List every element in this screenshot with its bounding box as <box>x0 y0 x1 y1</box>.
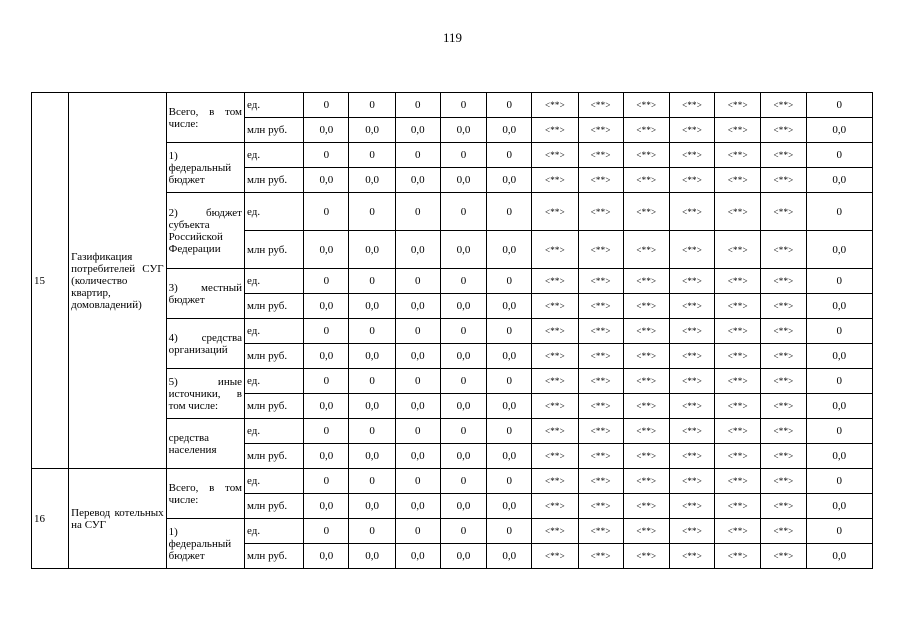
confidential-value-cell: <**> <box>761 444 806 469</box>
value-cell: 0,0 <box>806 344 872 369</box>
funding-source-label: 4) средства организаций <box>166 319 244 369</box>
confidential-value-cell: <**> <box>669 294 714 319</box>
value-cell: 0,0 <box>440 118 486 143</box>
value-cell: 0,0 <box>440 394 486 419</box>
measure-name: Газификация потребителей СУГ (количество квартир, домовладений) <box>69 93 166 469</box>
confidential-value-cell: <**> <box>578 193 623 231</box>
value-cell: 0 <box>487 143 532 168</box>
value-cell: 0 <box>349 93 395 118</box>
value-cell: 0,0 <box>395 294 440 319</box>
confidential-value-cell: <**> <box>532 369 578 394</box>
funding-source-label: 3) местный бюджет <box>166 269 244 319</box>
confidential-value-cell: <**> <box>715 519 761 544</box>
confidential-value-cell: <**> <box>578 519 623 544</box>
confidential-value-cell: <**> <box>669 394 714 419</box>
funding-source-label: 5) иные источники, в том числе: <box>166 369 244 419</box>
confidential-value-cell: <**> <box>669 231 714 269</box>
confidential-value-cell: <**> <box>578 269 623 294</box>
value-cell: 0,0 <box>487 118 532 143</box>
confidential-value-cell: <**> <box>761 294 806 319</box>
value-cell: 0 <box>395 143 440 168</box>
confidential-value-cell: <**> <box>623 319 669 344</box>
confidential-value-cell: <**> <box>715 544 761 569</box>
confidential-value-cell: <**> <box>669 419 714 444</box>
value-cell: 0 <box>349 419 395 444</box>
value-cell: 0,0 <box>487 494 532 519</box>
confidential-value-cell: <**> <box>578 143 623 168</box>
confidential-value-cell: <**> <box>715 394 761 419</box>
unit-cell: млн руб. <box>244 494 303 519</box>
unit-cell: млн руб. <box>244 168 303 193</box>
value-cell: 0,0 <box>395 444 440 469</box>
value-cell: 0,0 <box>806 494 872 519</box>
table-row <box>32 93 873 118</box>
confidential-value-cell: <**> <box>715 344 761 369</box>
value-cell: 0 <box>440 143 486 168</box>
value-cell: 0,0 <box>806 394 872 419</box>
unit-cell: млн руб. <box>244 294 303 319</box>
value-cell: 0 <box>395 419 440 444</box>
value-cell: 0 <box>487 469 532 494</box>
confidential-value-cell: <**> <box>623 494 669 519</box>
unit-cell: млн руб. <box>244 544 303 569</box>
confidential-value-cell: <**> <box>623 294 669 319</box>
confidential-value-cell: <**> <box>715 93 761 118</box>
value-cell: 0,0 <box>806 231 872 269</box>
value-cell: 0 <box>806 469 872 494</box>
confidential-value-cell: <**> <box>578 344 623 369</box>
measure-name: Перевод котельных на СУГ <box>69 469 166 569</box>
confidential-value-cell: <**> <box>669 118 714 143</box>
confidential-value-cell: <**> <box>669 269 714 294</box>
confidential-value-cell: <**> <box>761 269 806 294</box>
value-cell: 0,0 <box>440 231 486 269</box>
unit-cell: ед. <box>244 143 303 168</box>
confidential-value-cell: <**> <box>623 369 669 394</box>
confidential-value-cell: <**> <box>578 544 623 569</box>
value-cell: 0,0 <box>304 168 349 193</box>
value-cell: 0 <box>806 319 872 344</box>
unit-cell: млн руб. <box>244 394 303 419</box>
confidential-value-cell: <**> <box>761 344 806 369</box>
unit-cell: ед. <box>244 269 303 294</box>
confidential-value-cell: <**> <box>532 143 578 168</box>
value-cell: 0 <box>304 519 349 544</box>
value-cell: 0,0 <box>349 544 395 569</box>
value-cell: 0 <box>806 193 872 231</box>
confidential-value-cell: <**> <box>532 93 578 118</box>
confidential-value-cell: <**> <box>715 444 761 469</box>
value-cell: 0 <box>349 269 395 294</box>
confidential-value-cell: <**> <box>715 419 761 444</box>
value-cell: 0,0 <box>304 494 349 519</box>
value-cell: 0 <box>440 319 486 344</box>
confidential-value-cell: <**> <box>623 444 669 469</box>
value-cell: 0 <box>487 319 532 344</box>
value-cell: 0,0 <box>349 394 395 419</box>
value-cell: 0,0 <box>304 394 349 419</box>
funding-source-label: 1) федеральный бюджет <box>166 143 244 193</box>
confidential-value-cell: <**> <box>761 519 806 544</box>
confidential-value-cell: <**> <box>623 344 669 369</box>
value-cell: 0 <box>806 519 872 544</box>
confidential-value-cell: <**> <box>715 143 761 168</box>
confidential-value-cell: <**> <box>578 294 623 319</box>
value-cell: 0,0 <box>806 294 872 319</box>
confidential-value-cell: <**> <box>761 369 806 394</box>
value-cell: 0,0 <box>395 118 440 143</box>
confidential-value-cell: <**> <box>715 118 761 143</box>
value-cell: 0 <box>806 369 872 394</box>
value-cell: 0,0 <box>304 444 349 469</box>
confidential-value-cell: <**> <box>669 444 714 469</box>
confidential-value-cell: <**> <box>623 118 669 143</box>
confidential-value-cell: <**> <box>578 394 623 419</box>
value-cell: 0,0 <box>440 344 486 369</box>
value-cell: 0,0 <box>349 444 395 469</box>
value-cell: 0 <box>487 93 532 118</box>
confidential-value-cell: <**> <box>715 193 761 231</box>
confidential-value-cell: <**> <box>669 193 714 231</box>
confidential-value-cell: <**> <box>761 319 806 344</box>
confidential-value-cell: <**> <box>669 469 714 494</box>
confidential-value-cell: <**> <box>578 118 623 143</box>
confidential-value-cell: <**> <box>532 444 578 469</box>
unit-cell: млн руб. <box>244 231 303 269</box>
confidential-value-cell: <**> <box>761 193 806 231</box>
confidential-value-cell: <**> <box>578 444 623 469</box>
confidential-value-cell: <**> <box>532 494 578 519</box>
value-cell: 0,0 <box>395 494 440 519</box>
confidential-value-cell: <**> <box>623 143 669 168</box>
value-cell: 0,0 <box>487 344 532 369</box>
confidential-value-cell: <**> <box>669 544 714 569</box>
value-cell: 0 <box>304 419 349 444</box>
value-cell: 0 <box>440 93 486 118</box>
value-cell: 0,0 <box>304 544 349 569</box>
confidential-value-cell: <**> <box>715 469 761 494</box>
confidential-value-cell: <**> <box>761 419 806 444</box>
value-cell: 0,0 <box>487 294 532 319</box>
row-number: 15 <box>32 93 69 469</box>
value-cell: 0,0 <box>487 168 532 193</box>
confidential-value-cell: <**> <box>715 494 761 519</box>
confidential-value-cell: <**> <box>669 143 714 168</box>
value-cell: 0 <box>806 143 872 168</box>
value-cell: 0 <box>349 143 395 168</box>
funding-source-label: Всего, в том числе: <box>166 469 244 519</box>
row-number: 16 <box>32 469 69 569</box>
confidential-value-cell: <**> <box>623 93 669 118</box>
value-cell: 0,0 <box>349 294 395 319</box>
value-cell: 0 <box>806 93 872 118</box>
value-cell: 0,0 <box>304 231 349 269</box>
value-cell: 0 <box>487 419 532 444</box>
value-cell: 0 <box>395 269 440 294</box>
value-cell: 0 <box>349 469 395 494</box>
value-cell: 0,0 <box>304 118 349 143</box>
unit-cell: ед. <box>244 319 303 344</box>
value-cell: 0,0 <box>304 294 349 319</box>
value-cell: 0,0 <box>349 168 395 193</box>
confidential-value-cell: <**> <box>623 168 669 193</box>
value-cell: 0,0 <box>806 444 872 469</box>
value-cell: 0 <box>395 93 440 118</box>
table-body <box>32 93 873 569</box>
value-cell: 0 <box>395 369 440 394</box>
value-cell: 0 <box>395 193 440 231</box>
funding-source-label: средства населения <box>166 419 244 469</box>
table-row <box>32 469 873 494</box>
value-cell: 0,0 <box>440 444 486 469</box>
value-cell: 0 <box>304 469 349 494</box>
confidential-value-cell: <**> <box>532 193 578 231</box>
unit-cell: ед. <box>244 469 303 494</box>
value-cell: 0 <box>440 369 486 394</box>
value-cell: 0 <box>349 369 395 394</box>
confidential-value-cell: <**> <box>669 93 714 118</box>
confidential-value-cell: <**> <box>623 394 669 419</box>
confidential-value-cell: <**> <box>715 369 761 394</box>
value-cell: 0 <box>395 319 440 344</box>
confidential-value-cell: <**> <box>532 344 578 369</box>
confidential-value-cell: <**> <box>623 469 669 494</box>
confidential-value-cell: <**> <box>623 419 669 444</box>
value-cell: 0 <box>440 519 486 544</box>
value-cell: 0 <box>806 419 872 444</box>
unit-cell: млн руб. <box>244 344 303 369</box>
value-cell: 0 <box>349 519 395 544</box>
value-cell: 0,0 <box>304 344 349 369</box>
confidential-value-cell: <**> <box>761 231 806 269</box>
confidential-value-cell: <**> <box>715 319 761 344</box>
unit-cell: ед. <box>244 369 303 394</box>
value-cell: 0,0 <box>349 494 395 519</box>
value-cell: 0 <box>304 269 349 294</box>
confidential-value-cell: <**> <box>532 419 578 444</box>
value-cell: 0 <box>304 369 349 394</box>
confidential-value-cell: <**> <box>578 469 623 494</box>
value-cell: 0 <box>349 193 395 231</box>
confidential-value-cell: <**> <box>532 544 578 569</box>
confidential-value-cell: <**> <box>669 168 714 193</box>
value-cell: 0 <box>440 419 486 444</box>
confidential-value-cell: <**> <box>669 494 714 519</box>
confidential-value-cell: <**> <box>532 269 578 294</box>
confidential-value-cell: <**> <box>623 544 669 569</box>
value-cell: 0 <box>440 469 486 494</box>
unit-cell: ед. <box>244 93 303 118</box>
value-cell: 0,0 <box>349 118 395 143</box>
page-number: 119 <box>442 30 463 45</box>
confidential-value-cell: <**> <box>669 319 714 344</box>
confidential-value-cell: <**> <box>669 344 714 369</box>
confidential-value-cell: <**> <box>532 519 578 544</box>
value-cell: 0 <box>395 519 440 544</box>
funding-source-label: 1) федеральный бюджет <box>166 519 244 569</box>
confidential-value-cell: <**> <box>623 193 669 231</box>
value-cell: 0,0 <box>487 394 532 419</box>
value-cell: 0,0 <box>349 231 395 269</box>
confidential-value-cell: <**> <box>578 231 623 269</box>
unit-cell: ед. <box>244 519 303 544</box>
confidential-value-cell: <**> <box>532 118 578 143</box>
confidential-value-cell: <**> <box>761 168 806 193</box>
confidential-value-cell: <**> <box>532 319 578 344</box>
confidential-value-cell: <**> <box>578 168 623 193</box>
funding-source-label: Всего, в том числе: <box>166 93 244 143</box>
value-cell: 0,0 <box>395 231 440 269</box>
value-cell: 0 <box>349 319 395 344</box>
confidential-value-cell: <**> <box>532 294 578 319</box>
value-cell: 0,0 <box>395 168 440 193</box>
unit-cell: ед. <box>244 419 303 444</box>
value-cell: 0 <box>806 269 872 294</box>
confidential-value-cell: <**> <box>761 143 806 168</box>
confidential-value-cell: <**> <box>578 93 623 118</box>
confidential-value-cell: <**> <box>715 269 761 294</box>
confidential-value-cell: <**> <box>578 369 623 394</box>
value-cell: 0 <box>487 519 532 544</box>
value-cell: 0 <box>304 143 349 168</box>
confidential-value-cell: <**> <box>761 118 806 143</box>
confidential-value-cell: <**> <box>761 469 806 494</box>
value-cell: 0,0 <box>440 168 486 193</box>
confidential-value-cell: <**> <box>532 168 578 193</box>
confidential-value-cell: <**> <box>578 319 623 344</box>
confidential-value-cell: <**> <box>623 231 669 269</box>
value-cell: 0,0 <box>806 118 872 143</box>
value-cell: 0,0 <box>440 294 486 319</box>
value-cell: 0,0 <box>349 344 395 369</box>
confidential-value-cell: <**> <box>715 294 761 319</box>
value-cell: 0,0 <box>487 544 532 569</box>
value-cell: 0,0 <box>806 544 872 569</box>
value-cell: 0 <box>487 369 532 394</box>
confidential-value-cell: <**> <box>761 544 806 569</box>
confidential-value-cell: <**> <box>715 168 761 193</box>
value-cell: 0,0 <box>395 544 440 569</box>
value-cell: 0 <box>440 269 486 294</box>
confidential-value-cell: <**> <box>761 494 806 519</box>
value-cell: 0,0 <box>440 494 486 519</box>
confidential-value-cell: <**> <box>623 519 669 544</box>
confidential-value-cell: <**> <box>532 394 578 419</box>
unit-cell: млн руб. <box>244 118 303 143</box>
confidential-value-cell: <**> <box>532 231 578 269</box>
value-cell: 0,0 <box>395 344 440 369</box>
confidential-value-cell: <**> <box>578 419 623 444</box>
confidential-value-cell: <**> <box>715 231 761 269</box>
funding-source-label: 2) бюджет субъекта Российской Федерации <box>166 193 244 269</box>
confidential-value-cell: <**> <box>761 93 806 118</box>
confidential-value-cell: <**> <box>532 469 578 494</box>
value-cell: 0 <box>304 193 349 231</box>
confidential-value-cell: <**> <box>669 519 714 544</box>
value-cell: 0 <box>304 319 349 344</box>
financing-table <box>31 92 873 569</box>
value-cell: 0 <box>487 269 532 294</box>
value-cell: 0,0 <box>487 444 532 469</box>
value-cell: 0,0 <box>395 394 440 419</box>
confidential-value-cell: <**> <box>669 369 714 394</box>
value-cell: 0,0 <box>806 168 872 193</box>
confidential-value-cell: <**> <box>761 394 806 419</box>
unit-cell: млн руб. <box>244 444 303 469</box>
value-cell: 0,0 <box>487 231 532 269</box>
value-cell: 0 <box>487 193 532 231</box>
value-cell: 0 <box>395 469 440 494</box>
confidential-value-cell: <**> <box>623 269 669 294</box>
value-cell: 0 <box>304 93 349 118</box>
unit-cell: ед. <box>244 193 303 231</box>
value-cell: 0 <box>440 193 486 231</box>
confidential-value-cell: <**> <box>578 494 623 519</box>
value-cell: 0,0 <box>440 544 486 569</box>
